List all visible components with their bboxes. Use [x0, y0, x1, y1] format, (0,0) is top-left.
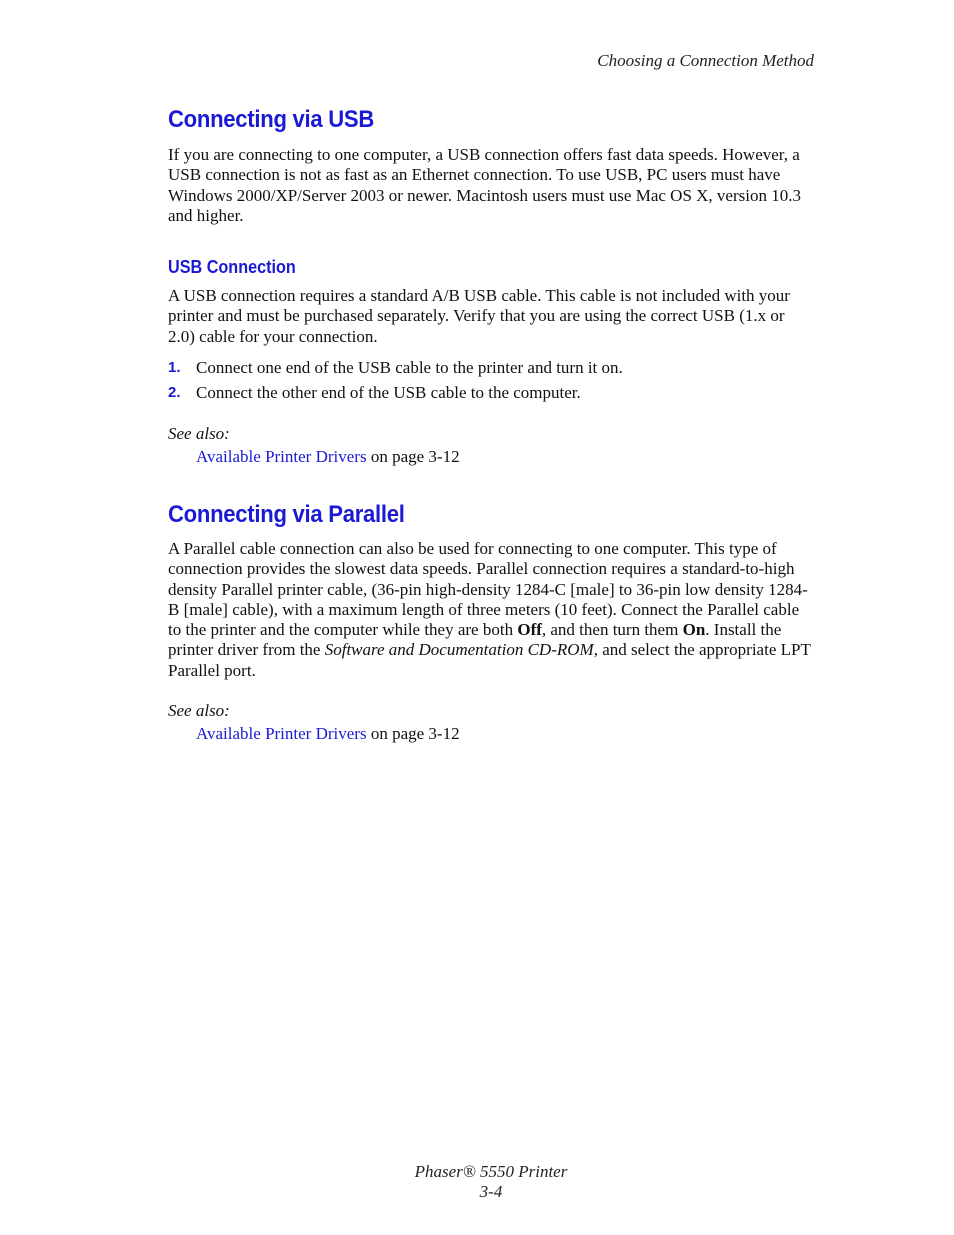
available-printer-drivers-link[interactable]: Available Printer Drivers	[196, 724, 367, 743]
parallel-text-part1: A Parallel cable connection can also be used for connecting to one computer. This type of connection provides the slowest data speeds. Parallel connection requires a standard-to-high density Parallel printer cable, (36-pin high-density 1284-C [male] to 36-pin low density 1284-B [male] cable), with a maximum length of three meters (10 feet). Connect the Parallel cable to the printer and the computer while they are both	[168, 539, 808, 640]
usb-connection-paragraph: A USB connection requires a standard A/B USB cable. This cable is not included with your printer and must be purchased separately. Verify that you are using the correct USB (1.x or 2.0) cable for your connection.	[168, 286, 790, 346]
see-also-reference	[196, 724, 460, 744]
page-reference: on page 3-12	[366, 447, 460, 466]
section-heading-parallel: Connecting via Parallel	[168, 501, 405, 528]
parallel-text-part2: , and then turn them	[541, 620, 683, 640]
parallel-paragraph	[168, 539, 814, 681]
footer-page-number: 3-4	[479, 1182, 503, 1201]
see-also-label: See also:	[168, 701, 230, 720]
subsection-heading-usb-connection: USB Connection	[168, 257, 296, 277]
list-item	[168, 383, 814, 403]
available-printer-drivers-link[interactable]: Available Printer Drivers	[196, 447, 367, 466]
parallel-text-part4: , and select the appropriate LPT Parallel port.	[168, 640, 811, 680]
step-text: Connect the other end of the USB cable to the computer.	[196, 383, 581, 402]
italic-cd-title: Software and Documentation CD-ROM	[324, 640, 594, 660]
step-number: 2.	[168, 384, 181, 401]
usb-steps-list	[168, 358, 814, 408]
page-reference: on page 3-12	[366, 724, 460, 743]
list-item	[168, 358, 814, 378]
page-footer	[0, 1162, 954, 1202]
see-also-reference	[196, 447, 460, 467]
see-also-label: See also:	[168, 424, 230, 443]
step-number: 1.	[168, 359, 181, 376]
bold-off: Off	[517, 620, 542, 640]
parallel-text-part3: . Install the printer driver from the	[168, 620, 782, 660]
usb-intro-paragraph: If you are connecting to one computer, a USB connection offers fast data speeds. However, a USB connection is not as fast as an Ethernet connection. To use USB, PC users must have Windows 2000/XP/Server 2003 or newer. Macintosh users must use Mac OS X, version 10.3 and higher.	[168, 145, 801, 225]
step-text: Connect one end of the USB cable to the printer and turn it on.	[196, 358, 623, 377]
section-heading-usb: Connecting via USB	[168, 106, 375, 133]
footer-product-name: Phaser® 5550 Printer	[414, 1162, 568, 1181]
bold-on: On	[682, 620, 706, 640]
running-header: Choosing a Connection Method	[597, 51, 814, 70]
